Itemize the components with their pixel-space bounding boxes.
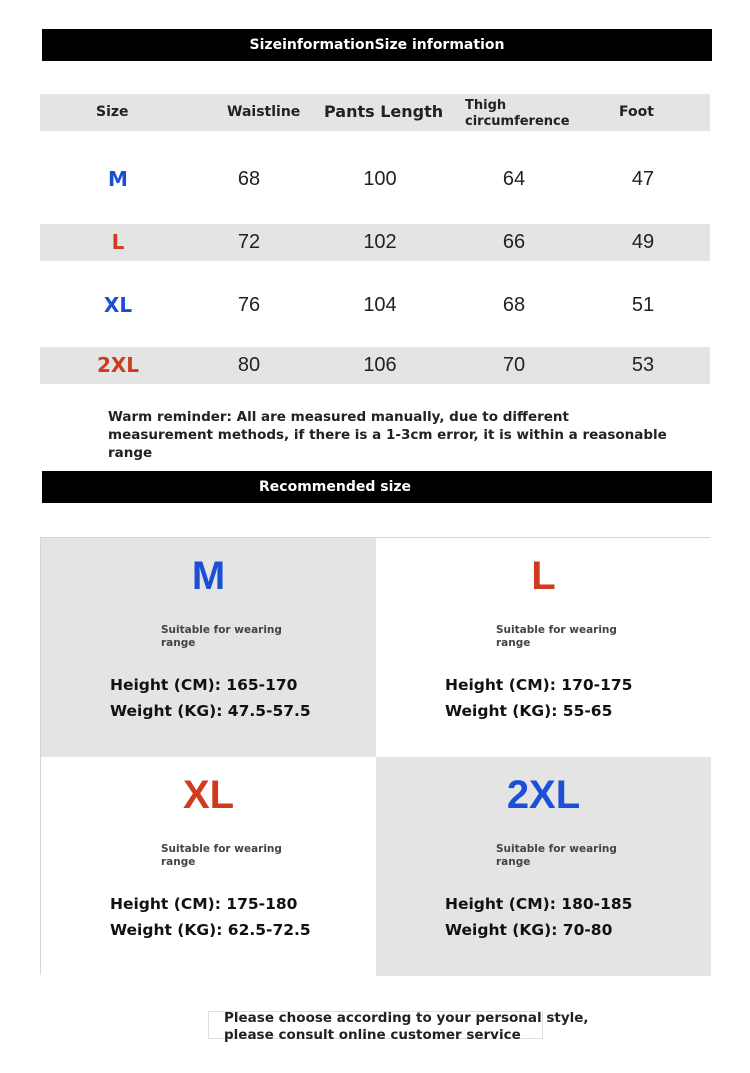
pants-length-value: 100: [363, 168, 397, 190]
customer-service-note-box: [208, 1010, 589, 1043]
size-label: 2XL: [96, 353, 140, 377]
size-card-2xl: [376, 757, 711, 976]
header-foot: Foot: [619, 104, 654, 120]
foot-value: 53: [631, 354, 655, 376]
recommended-size-banner: [42, 471, 712, 503]
size-card-m: [41, 538, 376, 757]
header-thigh-circumference: Thigh circumference: [465, 98, 570, 129]
pants-length-value: 104: [363, 294, 397, 316]
header-waistline: Waistline: [227, 104, 301, 120]
waistline-value: 76: [237, 294, 261, 316]
waistline-value: 72: [237, 231, 261, 253]
header-size: Size: [96, 104, 129, 120]
size-label: M: [108, 167, 128, 191]
suitable-range-label: Suitable for wearing range: [496, 624, 617, 649]
weight-range: Weight (KG): 62.5-72.5: [110, 921, 311, 939]
header-pants-length: Pants Length: [324, 102, 444, 121]
customer-service-note: Please choose according to your personal style, please consult online customer service: [224, 1010, 589, 1043]
size-card-label: M: [191, 554, 226, 598]
table-row: [40, 224, 710, 261]
size-table-header: [40, 94, 710, 131]
weight-range: Weight (KG): 55-65: [445, 702, 613, 720]
thigh-value: 68: [502, 294, 526, 316]
pants-length-value: 106: [363, 354, 397, 376]
foot-value: 49: [631, 231, 655, 253]
thigh-value: 66: [502, 231, 526, 253]
thigh-value: 70: [502, 354, 526, 376]
size-label: XL: [103, 293, 133, 317]
size-card-label: 2XL: [506, 773, 581, 817]
suitable-range-label: Suitable for wearing range: [161, 624, 282, 649]
height-range: Height (CM): 180-185: [445, 895, 633, 913]
table-row: [40, 161, 710, 198]
thigh-value: 64: [502, 168, 526, 190]
weight-range: Weight (KG): 47.5-57.5: [110, 702, 311, 720]
height-range: Height (CM): 165-170: [110, 676, 298, 694]
height-range: Height (CM): 170-175: [445, 676, 633, 694]
waistline-value: 68: [237, 168, 261, 190]
suitable-range-label: Suitable for wearing range: [496, 843, 617, 868]
foot-value: 47: [631, 168, 655, 190]
size-information-banner: SizeinformationSize information: [42, 29, 712, 61]
size-card-label: L: [531, 554, 556, 598]
size-card-label: XL: [182, 773, 235, 817]
table-row: [40, 287, 710, 324]
recommended-size-title: Recommended size: [259, 479, 412, 495]
waistline-value: 80: [237, 354, 261, 376]
height-range: Height (CM): 175-180: [110, 895, 298, 913]
warm-reminder: Warm reminder: All are measured manually, due to different measurement methods, if there is a 1-3cm error, it is within a reasonable range: [108, 409, 667, 461]
table-row: [40, 347, 710, 384]
pants-length-value: 102: [363, 231, 397, 253]
size-label: L: [111, 230, 125, 254]
suitable-range-label: Suitable for wearing range: [161, 843, 282, 868]
size-table: [40, 94, 710, 377]
weight-range: Weight (KG): 70-80: [445, 921, 613, 939]
size-card-xl: [41, 757, 376, 976]
size-card-l: [376, 538, 711, 757]
foot-value: 51: [631, 294, 655, 316]
recommended-size-grid: [40, 537, 710, 975]
